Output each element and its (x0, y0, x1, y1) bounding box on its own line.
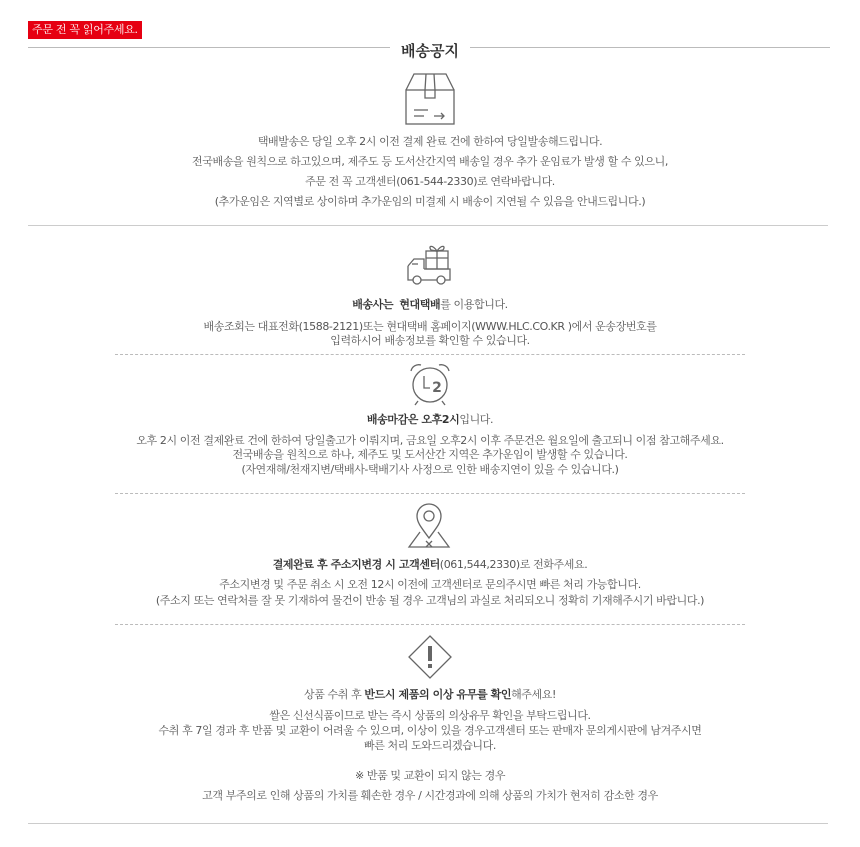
returns-line: 빠른 처리 도와드리겠습니다. (363, 739, 496, 752)
courier-line: 배송조회는 대표전화(1588-2121)또는 현대택배 홈페이지(WWW.HLC.CO.KR )에서 운송장번호를 (203, 320, 657, 333)
notice-line: 전국배송을 원칙으로 하고있으며, 제주도 등 도서산간지역 배송일 경우 추가 운임료가 발생 할 수 있으니, (192, 155, 668, 168)
page-title: 배송공지 (0, 40, 860, 61)
clock-number: 2 (432, 380, 442, 396)
location-pin-icon (406, 502, 452, 550)
section-divider (28, 823, 828, 824)
returns-note-title: ※ 반품 및 교환이 되지 않는 경우 (354, 769, 506, 782)
address-line: 주소지변경 및 주문 취소 시 오전 12시 이전에 고객센터로 문의주시면 빠른 처리 가능합니다. (219, 578, 641, 591)
delivery-truck-icon (404, 242, 454, 287)
alarm-clock-icon (406, 360, 454, 406)
notice-line: 주문 전 꼭 고객센터(061-544-2330)로 연락바랍니다. (305, 175, 555, 188)
courier-line: 입력하시어 배송정보를 확인할 수 있습니다. (330, 334, 530, 347)
box-icon (404, 72, 456, 126)
courier-heading: 배송사는 현대택배를 이용합니다. (352, 298, 508, 311)
returns-heading: 상품 수취 후 반드시 제품의 이상 유무를 확인해주세요! (304, 688, 556, 701)
warning-icon (407, 634, 453, 680)
notice-badge: 주문 전 꼭 읽어주세요. (28, 21, 142, 39)
section-divider-dashed (115, 354, 745, 355)
section-divider-dashed (115, 493, 745, 494)
section-divider-dashed (115, 624, 745, 625)
notice-line: (추가운임은 지역별로 상이하며 추가운임의 미결제 시 배송이 지연될 수 있음을 안내드립니다.) (214, 195, 646, 208)
deadline-line: 전국배송을 원칙으로 하나, 제주도 및 도서산간 지역은 추가운임이 발생할 수 있습니다. (232, 448, 628, 461)
deadline-heading: 배송마감은 오후2시입니다. (366, 413, 494, 426)
notice-line: 택배발송은 당일 오후 2시 이전 결제 완료 건에 한하여 당일발송해드립니다. (257, 135, 603, 148)
section-divider (28, 225, 828, 226)
deadline-line: 오후 2시 이전 결제완료 건에 한하여 당일출고가 이뤄지며, 금요일 오후2시 이후 주문건은 월요일에 출고되니 이점 참고해주세요. (136, 434, 724, 447)
returns-line: 쌀은 신선식품이므로 받는 즉시 상품의 의상유무 확인을 부탁드립니다. (269, 709, 591, 722)
address-line: (주소지 또는 연락처를 잘 못 기재하여 물건이 반송 될 경우 고객님의 과실로 처리되오니 정확히 기재해주시기 바랍니다.) (155, 594, 705, 607)
deadline-line: (자연재해/천재지변/택배사-택배기사 사정으로 인한 배송지연이 있을 수 있습니다.) (241, 463, 619, 476)
address-heading: 결제완료 후 주소지변경 시 고객센터(061,544,2330)로 전화주세요. (272, 558, 588, 571)
returns-line: 수취 후 7일 경과 후 반품 및 교환이 어려울 수 있으며, 이상이 있을 경우고객센터 또는 판매자 문의게시판에 남겨주시면 (158, 724, 702, 737)
returns-note-text: 고객 부주의로 인해 상품의 가치를 훼손한 경우 / 시간경과에 의해 상품의 가치가 현저히 감소한 경우 (202, 789, 658, 802)
